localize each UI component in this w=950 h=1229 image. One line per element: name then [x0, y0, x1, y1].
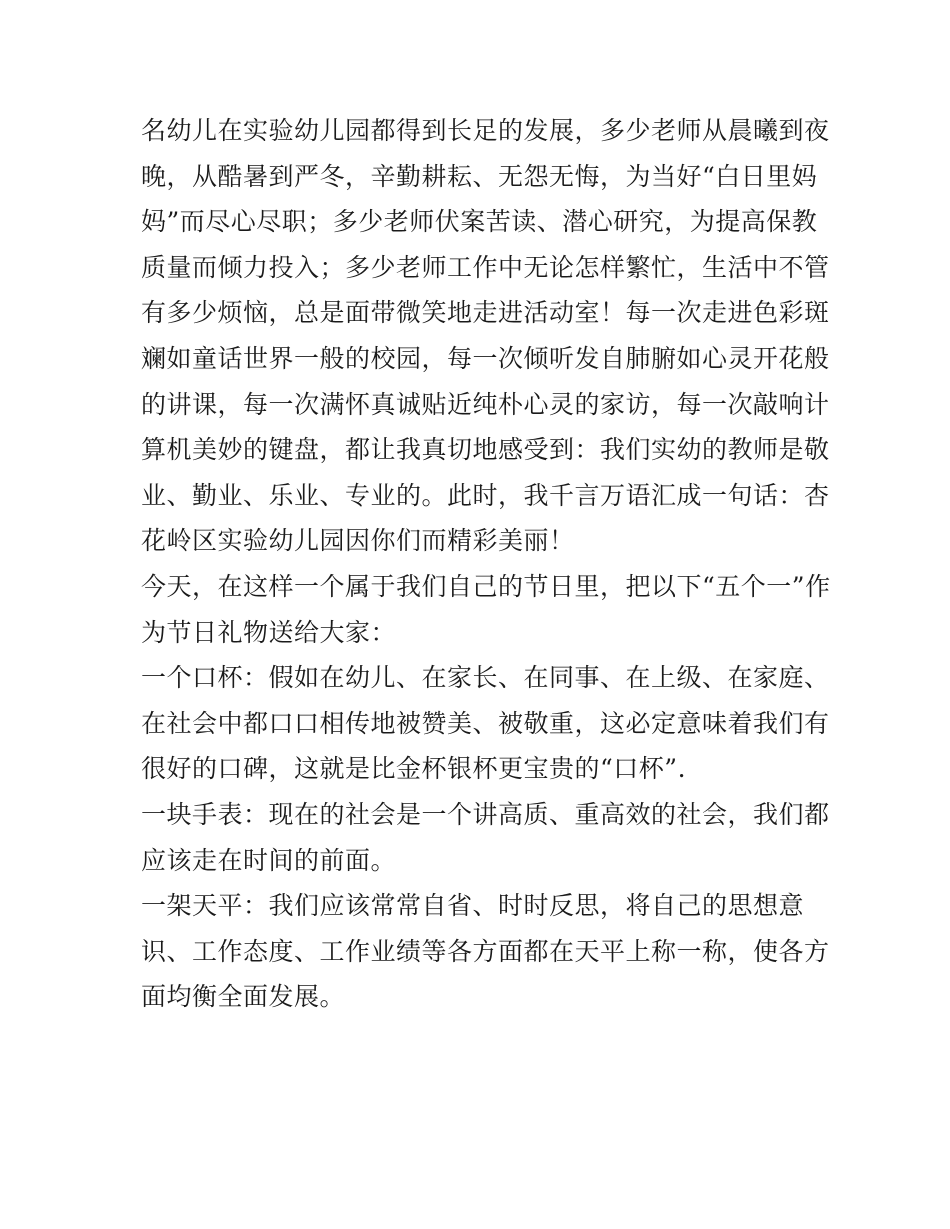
text-line: 斓如童话世界一般的校园，每一次倾听发自肺腑如心灵开花般: [141, 343, 830, 373]
text-line: 妈”而尽心尽职；多少老师伏案苦读、潜心研究，为提高保教: [141, 207, 818, 237]
text-line: 在社会中都口口相传地被赞美、被敬重，这必定意味着我们有: [141, 708, 830, 738]
text-line: 识、工作态度、工作业绩等各方面都在天平上称一称，使各方: [141, 936, 830, 966]
text-line: 名幼儿在实验幼儿园都得到长足的发展，多少老师从晨曦到夜: [141, 116, 830, 145]
text-line: 一架天平：我们应该常常自省、时时反思，将自己的思想意: [141, 891, 805, 921]
body-text: [141, 108, 831, 1020]
text-line: 面均衡全面发展。: [141, 982, 346, 1012]
text-line: 应该走在时间的前面。: [141, 845, 397, 875]
text-line: 质量而倾力投入；多少老师工作中无论怎样繁忙，生活中不管: [141, 252, 830, 282]
text-line: 今天，在这样一个属于我们自己的节日里，把以下“五个一”作: [141, 571, 831, 601]
text-line: 很好的口碑，这就是比金杯银杯更宝贵的“口杯”.: [141, 754, 687, 784]
text-line: 花岭区实验幼儿园因你们而精彩美丽！: [141, 526, 575, 556]
text-line: 晚，从酷暑到严冬，辛勤耕耘、无怨无悔，为当好“白日里妈: [141, 161, 818, 191]
text-line: 算机美妙的键盘，都让我真切地感受到：我们实幼的教师是敬: [141, 435, 830, 465]
text-line: 一块手表：现在的社会是一个讲高质、重高效的社会，我们都: [141, 799, 830, 829]
text-line: 的讲课，每一次满怀真诚贴近纯朴心灵的家访，每一次敲响计: [141, 389, 830, 419]
text-line: 有多少烦恼，总是面带微笑地走进活动室！每一次走进色彩斑: [141, 298, 830, 328]
text-line: 一个口杯：假如在幼儿、在家长、在同事、在上级、在家庭、: [141, 663, 830, 693]
text-line: 业、勤业、乐业、专业的。此时，我千言万语汇成一句话：杏: [141, 480, 830, 510]
text-line: 为节日礼物送给大家：: [141, 617, 397, 647]
